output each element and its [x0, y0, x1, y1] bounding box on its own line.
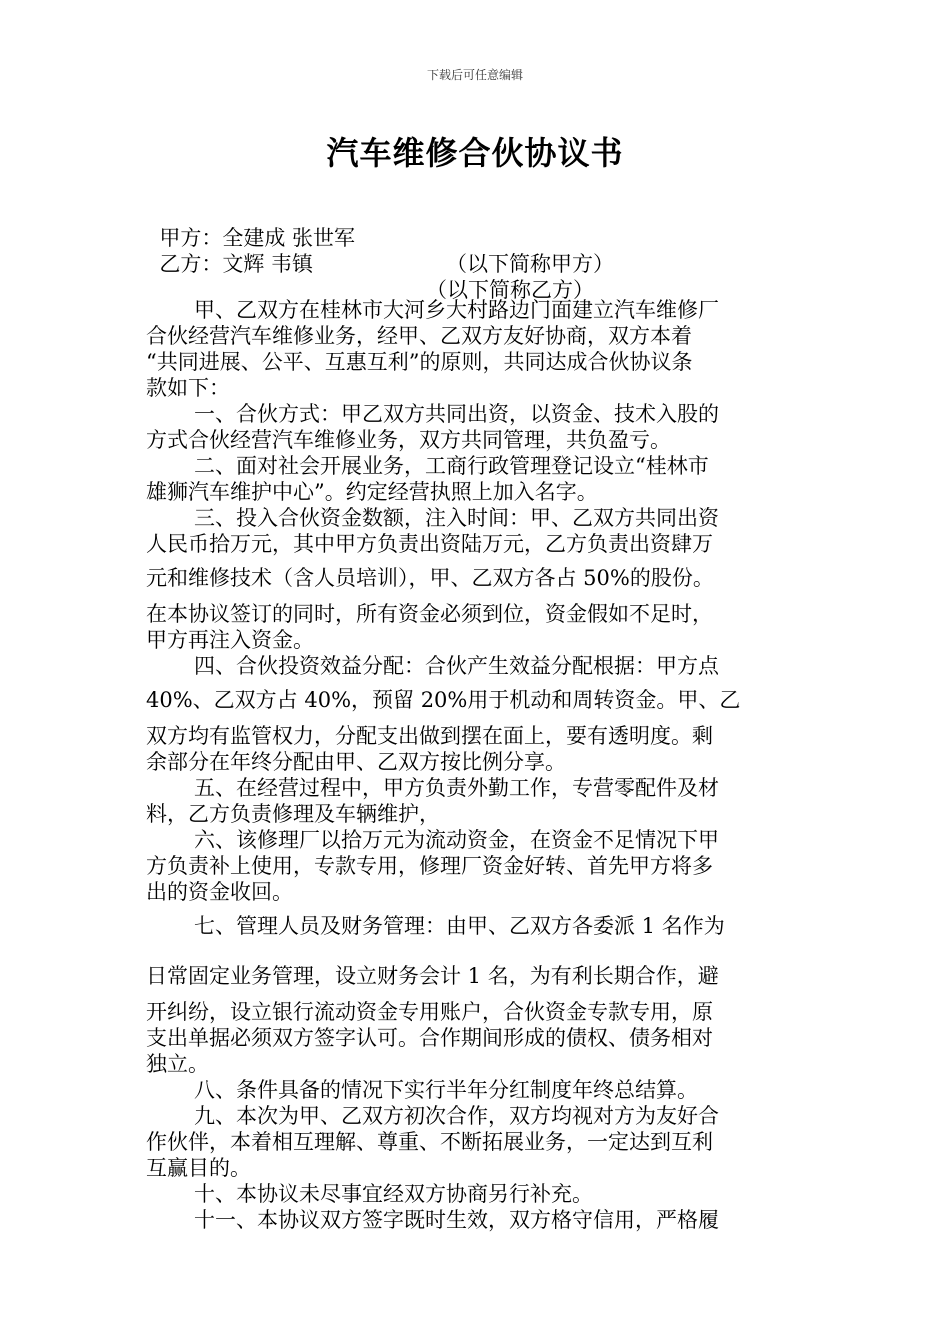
body-line: 八、条件具备的情况下实行半年分红制度年终总结算。 — [194, 1078, 698, 1102]
body-line: 款如下： — [146, 376, 230, 400]
body-line: 合伙经营汽车维修业务，经甲、乙双方友好协商，双方本着 — [146, 324, 692, 348]
body-line: 六、该修理厂以拾万元为流动资金，在资金不足情况下甲 — [194, 828, 719, 852]
body-line: 互赢目的。 — [146, 1156, 251, 1180]
body-line: 作伙伴，本着相互理解、尊重、不断拓展业务，一定达到互利 — [146, 1130, 713, 1154]
body-line: 双方均有监管权力，分配支出做到摆在面上，要有透明度。剩 — [146, 724, 713, 748]
body-line: 40%、乙双方占 40%，预留 20%用于机动和周转资金。甲、乙 — [146, 688, 741, 712]
body-line: 甲方再注入资金。 — [146, 628, 314, 652]
body-line: 人民币拾万元，其中甲方负责出资陆万元，乙方负责出资肆万 — [146, 532, 713, 556]
body-line: 五、在经营过程中，甲方负责外勤工作，专营零配件及材 — [194, 776, 719, 800]
party-a-note: （以下简称甲方） — [446, 252, 614, 276]
body-line: 支出单据必须双方签字认可。合作期间形成的债权、债务相对 — [146, 1026, 713, 1050]
body-line: 九、本次为甲、乙双方初次合作，双方均视对方为友好合 — [194, 1104, 719, 1128]
party-b-label: 乙方：文辉 韦镇 — [159, 252, 314, 276]
body-line: 在本协议签订的同时，所有资金必须到位，资金假如不足时， — [146, 602, 713, 626]
body-line: 料，乙方负责修理及车辆维护， — [146, 802, 440, 826]
header-note: 下载后可任意编辑 — [426, 68, 523, 82]
body-line: 二、面对社会开展业务，工商行政管理登记设立“桂林市 — [194, 454, 709, 478]
party-b-note: （以下简称乙方） — [426, 278, 594, 302]
body-line: 甲、乙双方在桂林市大河乡大村路边门面建立汽车维修厂 — [194, 298, 719, 322]
body-line: 日常固定业务管理，设立财务会计 1 名，为有利长期合作，避 — [146, 964, 719, 988]
body-line: 方式合伙经营汽车维修业务，双方共同管理，共负盈亏。 — [146, 428, 671, 452]
body-line: 余部分在年终分配由甲、乙双方按比例分享。 — [146, 750, 566, 774]
document-title: 汽车维修合伙协议书 — [326, 134, 624, 172]
body-line: 一、合伙方式：甲乙双方共同出资，以资金、技术入股的 — [194, 402, 719, 426]
party-a-label: 甲方：全建成 张世军 — [159, 226, 356, 250]
body-line: 雄狮汽车维护中心”。约定经营执照上加入名字。 — [146, 480, 598, 504]
body-line: 开纠纷，设立银行流动资金专用账户，合伙资金专款专用，原 — [146, 1000, 713, 1024]
body-line: 十、本协议未尽事宜经双方协商另行补充。 — [194, 1182, 593, 1206]
body-line: 十一、本协议双方签字既时生效，双方格守信用，严格履 — [194, 1208, 719, 1232]
body-line: 元和维修技术（含人员培训），甲、乙双方各占 50%的股份。 — [146, 566, 714, 590]
body-line: 四、合伙投资效益分配：合伙产生效益分配根据：甲方点 — [194, 654, 719, 678]
body-line: 独立。 — [146, 1052, 209, 1076]
body-line: 七、管理人员及财务管理：由甲、乙双方各委派 1 名作为 — [194, 914, 725, 938]
body-line: 三、投入合伙资金数额，注入时间：甲、乙双方共同出资 — [194, 506, 719, 530]
body-line: 方负责补上使用，专款专用，修理厂资金好转、首先甲方将多 — [146, 854, 713, 878]
body-line: “共同进展、公平、互惠互利”的原则，共同达成合伙协议条 — [146, 350, 693, 374]
body-line: 出的资金收回。 — [146, 880, 293, 904]
